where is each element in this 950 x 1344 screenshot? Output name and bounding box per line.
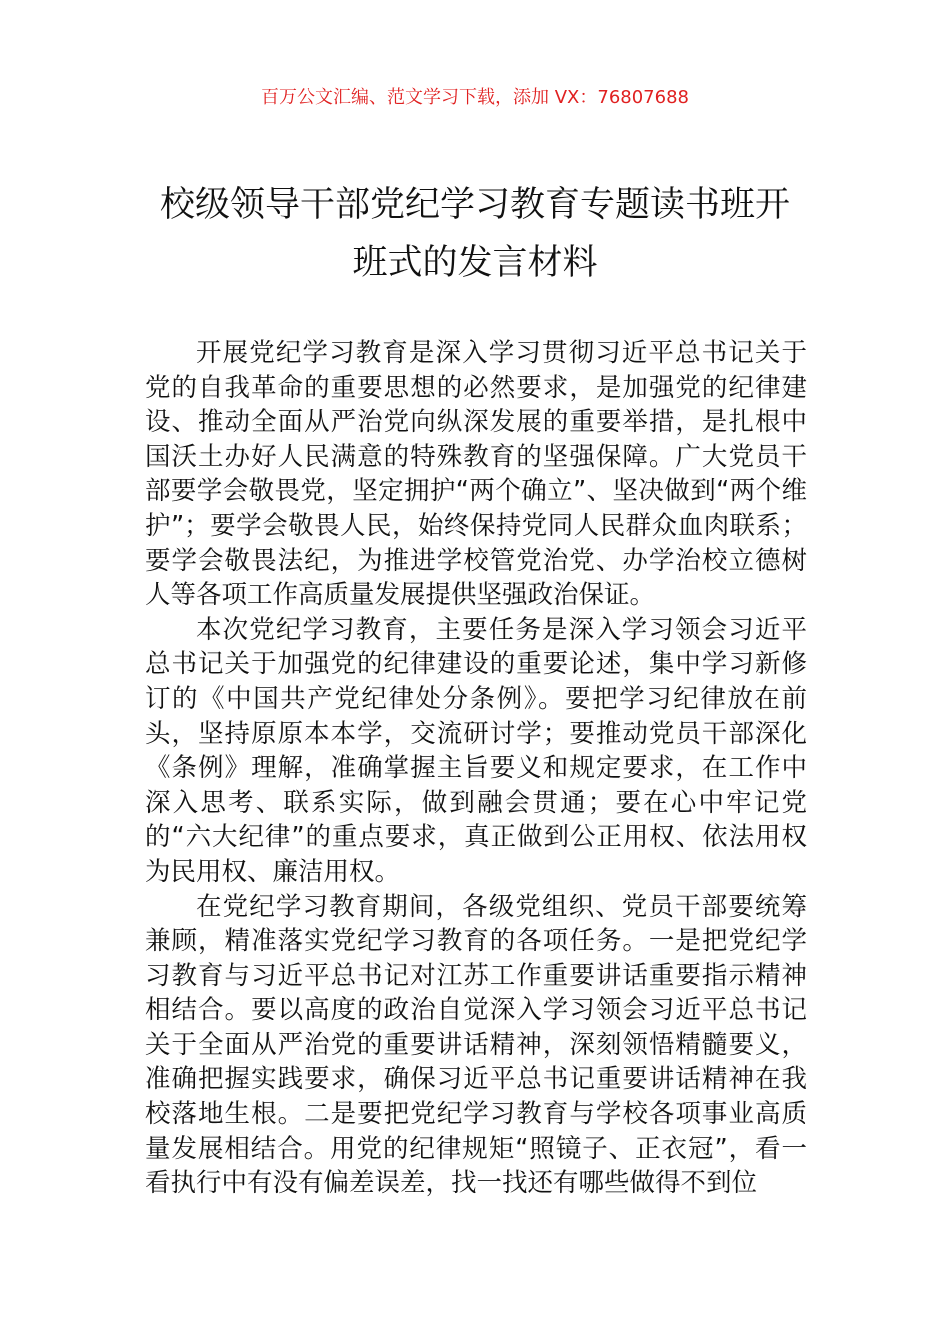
document-title xyxy=(145,176,805,292)
title-line-1: 校级领导干部党纪学习教育专题读书班开 xyxy=(159,185,790,225)
paragraph-3: 在党纪学习教育期间，各级党组织、党员干部要统筹兼顾，精准落实党纪学习教育的各项任务。一是把党纪学习教育与习近平总书记对江苏工作重要讲话重要指示精神相结合。要以高度的政治自觉深入学习领会习近平总书记关于全面从严治党的重要讲话精神，深刻领悟精髓要义，准确把握实践要求，确保习近平总书记重要讲话精神在我校落地生根。二是要把党纪学习教育与学校各项事业高质量发展相结合。用党的纪律规矩“照镜子、正衣冠”，看一看执行中有没有偏差误差，找一找还有哪些做得不到位 xyxy=(145,891,807,1199)
header-download-note: 百万公文汇编、范文学习下载，添加 VX：76807688 xyxy=(261,87,689,108)
title-line-2: 班式的发言材料 xyxy=(352,243,598,283)
document-body xyxy=(145,336,807,1201)
paragraph-1: 开展党纪学习教育是深入学习贯彻习近平总书记关于党的自我革命的重要思想的必然要求，是加强党的纪律建设、推动全面从严治党向纵深发展的重要举措，是扎根中国沃土办好人民满意的特殊教育的坚强保障。广大党员干部要学会敬畏党，坚定拥护“两个确立”、坚决做到“两个维护”；要学会敬畏人民，始终保持党同人民群众血肉联系；要学会敬畏法纪，为推进学校管党治党、办学治校立德树人等各项工作高质量发展提供坚强政治保证。 xyxy=(145,338,807,611)
paragraph-2: 本次党纪学习教育，主要任务是深入学习领会习近平总书记关于加强党的纪律建设的重要论述，集中学习新修订的《中国共产党纪律处分条例》。要把学习纪律放在前头，坚持原原本本学，交流研讨学；要推动党员干部深化《条例》理解，准确掌握主旨要义和规定要求，在工作中深入思考、联系实际，做到融会贯通；要在心中牢记党的“六大纪律”的重点要求，真正做到公正用权、依法用权为民用权、廉洁用权。 xyxy=(145,614,807,887)
